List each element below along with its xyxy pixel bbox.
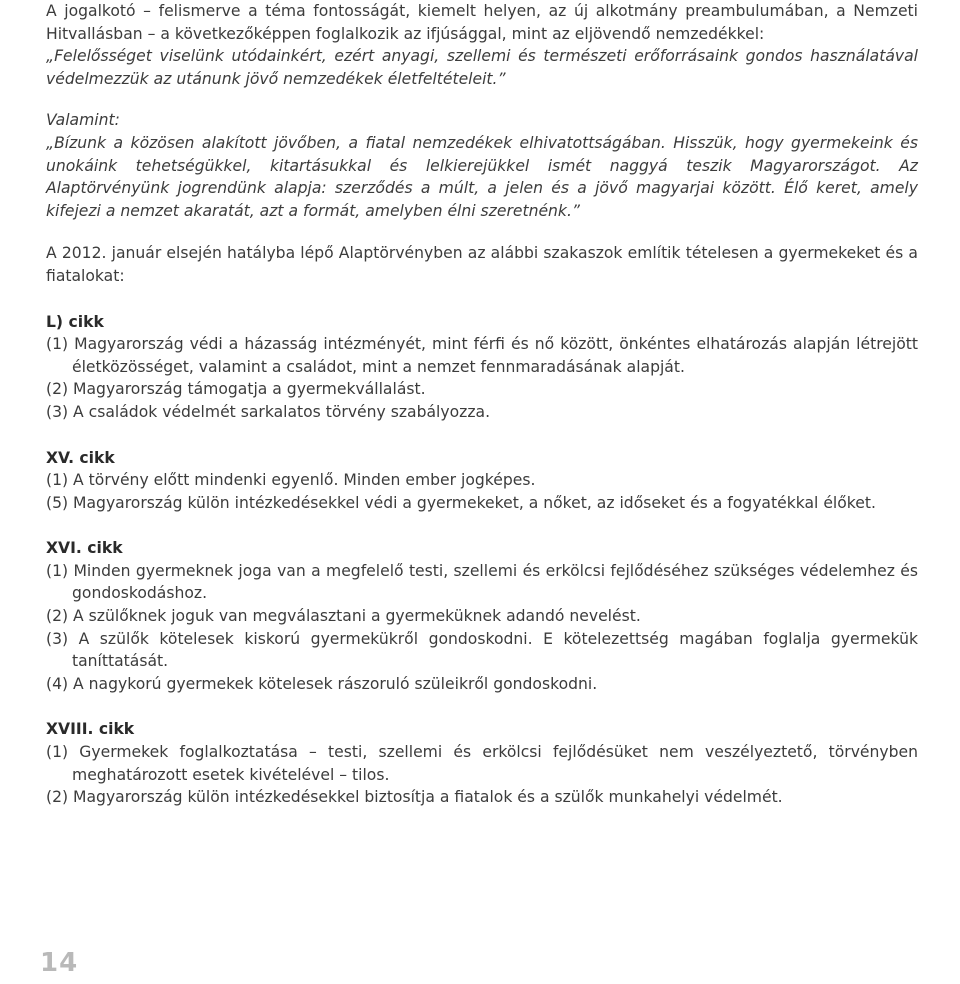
- article-item: (1) Gyermekek foglalkoztatása – testi, szellemi és erkölcsi fejlődésüket nem veszélyeztető, törvényben meghatározott esetek kivételével – tilos.: [46, 743, 918, 784]
- article-section: [46, 447, 918, 515]
- document-body: [46, 0, 918, 809]
- article-item: (1) Magyarország védi a házasság intézményét, mint férfi és nő között, önkéntes elhatározás alapján létrejött életközösséget, valamint a családot, mint a nemzet fennmaradásának alapját.: [46, 335, 918, 376]
- also-label: Valamint:: [46, 111, 120, 130]
- article-item: (2) Magyarország támogatja a gyermekvállalást.: [46, 380, 426, 399]
- article-item: (3) A szülők kötelesek kiskorú gyermekükről gondoskodni. E kötelezettség magában foglalja gyermekük taníttatását.: [46, 629, 918, 671]
- article-item: (1) Minden gyermeknek joga van a megfelelő testi, szellemi és erkölcsi fejlődéséhez szükséges védelemhez és gondoskodáshoz.: [46, 561, 918, 603]
- article-heading: L) cikk: [46, 312, 104, 331]
- article-item: (2) A szülőknek joguk van megválasztani a gyermeküknek adandó nevelést.: [46, 607, 641, 626]
- article-item: (2) Magyarország külön intézkedésekkel biztosítja a fiatalok és a szülők munkahelyi védelmét.: [46, 788, 783, 807]
- article-heading: XVIII. cikk: [46, 720, 135, 739]
- article-section: [46, 718, 918, 808]
- article-heading: XVI. cikk: [46, 539, 123, 558]
- intro-paragraph: A jogalkotó – felismerve a téma fontosságát, kiemelt helyen, az új alkotmány preambulumában, a Nemzeti Hitvallásban – a következőképpen foglalkozik az ifjúsággal, mint az eljövendő nemzedékkel:: [46, 2, 918, 43]
- page-number: 14: [40, 948, 79, 978]
- article-item: (1) A törvény előtt mindenki egyenlő. Minden ember jogképes.: [46, 471, 536, 490]
- article-heading: XV. cikk: [46, 448, 115, 467]
- transition-paragraph: A 2012. január elsején hatályba lépő Alaptörvényben az alábbi szakaszok említik tételesen a gyermekeket és a fiatalokat:: [46, 244, 918, 285]
- article-item: (4) A nagykorú gyermekek kötelesek rászoruló szüleikről gondoskodni.: [46, 674, 598, 693]
- article-item: (3) A családok védelmét sarkalatos törvény szabályozza.: [46, 402, 491, 421]
- article-item: (5) Magyarország külön intézkedésekkel védi a gyermekeket, a nőket, az időseket és a fogyatékkal élőket.: [46, 493, 876, 512]
- quote-paragraph: „Felelősséget viselünk utódainkért, ezért anyagi, szellemi és természeti erőforrásaink gondos használatával védelmezzük az utánunk jövő nemzedékek életfeltételeit.”: [46, 47, 918, 88]
- article-section: [46, 311, 918, 424]
- quote-paragraph: „Bízunk a közösen alakított jövőben, a fiatal nemzedékek elhivatottságában. Hisszük, hogy gyermekeink és unokáink tehetségükkel, kitartásukkal és lelkierejükkel ismét naggyá teszik Magyarországot. Az Alaptörvényünk jogrendünk alapja: szerződés a múlt, a jelen és a jövő magyarjai között. Élő keret, amely kifejezi a nemzet akaratát, azt a formát, amelyben élni szeretnénk.”: [46, 133, 918, 220]
- article-section: [46, 537, 918, 695]
